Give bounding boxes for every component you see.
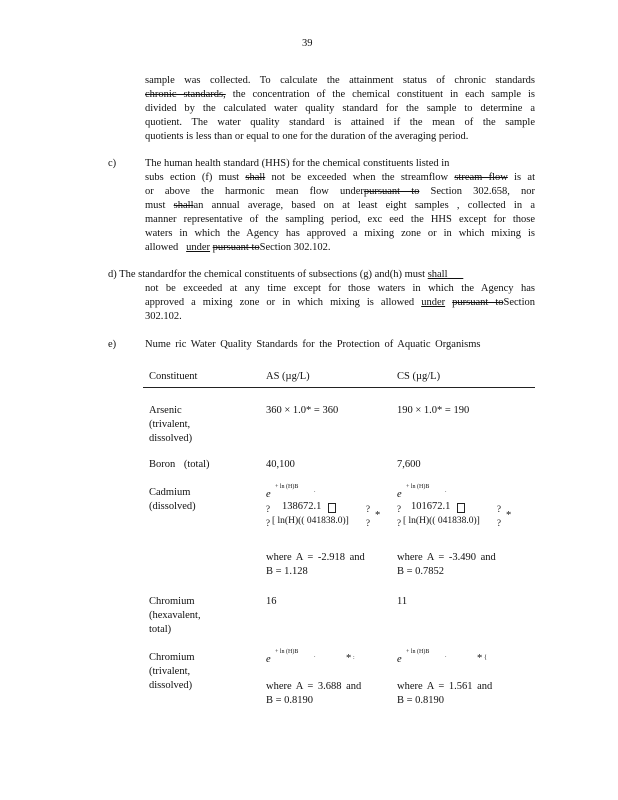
c-l2-strike2: stream flow (454, 172, 508, 183)
cadmium-name-1: Cadmium (149, 487, 191, 498)
cadmium-as-e: e (266, 489, 271, 500)
section-c-line-4 (145, 199, 535, 213)
intro-line-4: quotient. The water quality standard is attained if the mean of the sample (145, 117, 535, 128)
row-chromium-hex-cs: 11 (397, 596, 408, 607)
c-l7-strike: pursuant to (212, 242, 260, 253)
row-chromium-hex-as: 16 (266, 596, 277, 607)
row-boron-cs: 7,600 (397, 459, 421, 470)
intro-paragraph (145, 74, 535, 144)
cadmium-as-where: where A = -2.918 and (266, 552, 365, 563)
c-l2-b: not be exceeded when the streamflow (271, 172, 449, 183)
section-c-paragraph (145, 157, 535, 255)
c-l7-b: Section 302.102. (259, 242, 331, 253)
c-l3-b: Section 302.658, nor (430, 186, 535, 197)
c-l2-a: subs ection (f) must (145, 172, 240, 183)
row-arsenic-name (149, 404, 192, 446)
c-l4-c: , collected in a (456, 200, 535, 211)
chromium-tri-cs-b: B = 0.8190 (397, 695, 445, 706)
col-header-as: AS (µg/L) (266, 371, 310, 382)
d-l1-under: shall (427, 269, 448, 280)
d-l3-under: under (421, 297, 446, 308)
section-c-line-5: manner representative of the sampling period, exc eed the HHS except for those (145, 214, 535, 225)
arsenic-name-2: (trivalent, (149, 419, 191, 430)
c-l7-under: under (186, 242, 211, 253)
row-chromium-tri-name (149, 651, 195, 693)
section-d-line-4: 302.102. (145, 311, 182, 322)
intro-line-2 (145, 88, 535, 102)
intro-line-5: quotients is less than or equal to one for the duration of the averaging period. (145, 131, 469, 142)
row-boron-as: 40,100 (266, 459, 295, 470)
section-d-paragraph (108, 268, 535, 324)
row-chromium-hex-name (149, 595, 201, 637)
row-cadmium-name (149, 486, 196, 514)
row-boron-name: Boron (total) (149, 459, 210, 470)
d-l3-b: Section (503, 297, 535, 308)
chromium-hex-name-1: Chromium (149, 596, 195, 607)
chromium-tri-name-3: dissolved) (149, 680, 193, 691)
section-d-line-1 (108, 268, 535, 282)
cadmium-cs-star: * (506, 510, 512, 521)
chromium-hex-name-3: total) (149, 624, 172, 635)
section-c-line-7 (145, 241, 535, 255)
chromium-tri-cs-star: * (477, 653, 483, 664)
c-l2-c: is at (514, 172, 535, 183)
c-l7-a: allowed (145, 242, 179, 253)
page-number: 39 (302, 38, 313, 49)
table-header-rule (143, 387, 535, 388)
section-c-line-6: waters in which the Agency has approved a mixing zone or in which mixing is (145, 228, 535, 239)
intro-line-1: sample was collected. To calculate the attainment status of chronic standards (145, 75, 535, 86)
cadmium-cs-frac-top: 101672.1 (411, 501, 451, 512)
section-c-line-1: The human health standard (HHS) for the chemical constituents listed in (145, 158, 450, 169)
cadmium-cs-frac-bottom: [ ln(H)(( 041838.0)] (403, 516, 480, 526)
row-arsenic-as: 360 × 1.0* = 360 (266, 405, 339, 416)
cadmium-cs-e: e (397, 489, 402, 500)
c-l4-b: an annual average, based on at least eight samples (193, 200, 449, 211)
c-l4-a: must (145, 200, 166, 211)
chromium-tri-cs-e: e (397, 654, 402, 665)
col-header-constituent: Constituent (149, 371, 198, 382)
chromium-tri-cs-where: where A = 1.561 and (397, 681, 493, 692)
chromium-tri-as-star: * (346, 653, 352, 664)
chromium-tri-cs-sup: + ln (H)B (406, 649, 430, 655)
intro-line-2-rest: the concentration of the chemical constituent in each sample is (225, 89, 535, 100)
chromium-tri-as-b: B = 0.8190 (266, 695, 314, 706)
intro-strike: chronic standards, (145, 89, 226, 100)
cadmium-as-frac-bottom: [ ln(H)(( 041838.0)] (272, 516, 349, 526)
c-l3-strike: pursuant to (363, 186, 420, 197)
chromium-tri-as-where: where A = 3.688 and (266, 681, 362, 692)
cadmium-name-2: (dissolved) (149, 501, 196, 512)
c-l3-a: or above the harmonic mean flow under (145, 186, 364, 197)
section-c-label: c) (108, 158, 117, 169)
d-l3-a: approved a mixing zone or in which mixing is allowed (145, 297, 415, 308)
chromium-tri-name-1: Chromium (149, 652, 195, 663)
section-d-line-2: not be exceeded at any time except for those waters in which the Agency has (145, 283, 535, 294)
chromium-tri-as-sup: + ln (H)B (275, 649, 299, 655)
d-l3-strike: pursuant to (452, 297, 504, 308)
section-c-line-3 (145, 185, 535, 199)
cadmium-as-sup: + ln (H)B (275, 484, 299, 490)
cadmium-cs-where: where A = -3.490 and (397, 552, 496, 563)
cadmium-as-star: * (375, 510, 381, 521)
col-header-cs: CS (µg/L) (397, 371, 441, 382)
cadmium-as-frac-top: 138672.1 (282, 501, 322, 512)
c-l2-strike: shall (245, 172, 266, 183)
chromium-hex-name-2: (hexavalent, (149, 610, 201, 621)
arsenic-name-1: Arsenic (149, 405, 182, 416)
section-e-label: e) (108, 339, 117, 350)
chromium-tri-name-2: (trivalent, (149, 666, 191, 677)
section-d-line-3 (145, 296, 535, 310)
d-l1-a: d) The standardfor the chemical constituents of subsections (g) and(h) must (108, 269, 426, 280)
section-e-title: Nume ric Water Quality Standards for the Protection of Aquatic Organisms (145, 339, 481, 350)
c-l4-strike: shall (173, 200, 194, 211)
section-c-line-2 (145, 171, 535, 185)
chromium-tri-as-e: e (266, 654, 271, 665)
arsenic-name-3: dissolved) (149, 433, 193, 444)
cadmium-cs-b: B = 0.7852 (397, 566, 445, 577)
intro-line-3: divided by the calculated water quality standard for the sample to determine a (145, 103, 535, 114)
row-arsenic-cs: 190 × 1.0* = 190 (397, 405, 470, 416)
cadmium-as-b: B = 1.128 (266, 566, 308, 577)
cadmium-cs-sup: + ln (H)B (406, 484, 430, 490)
